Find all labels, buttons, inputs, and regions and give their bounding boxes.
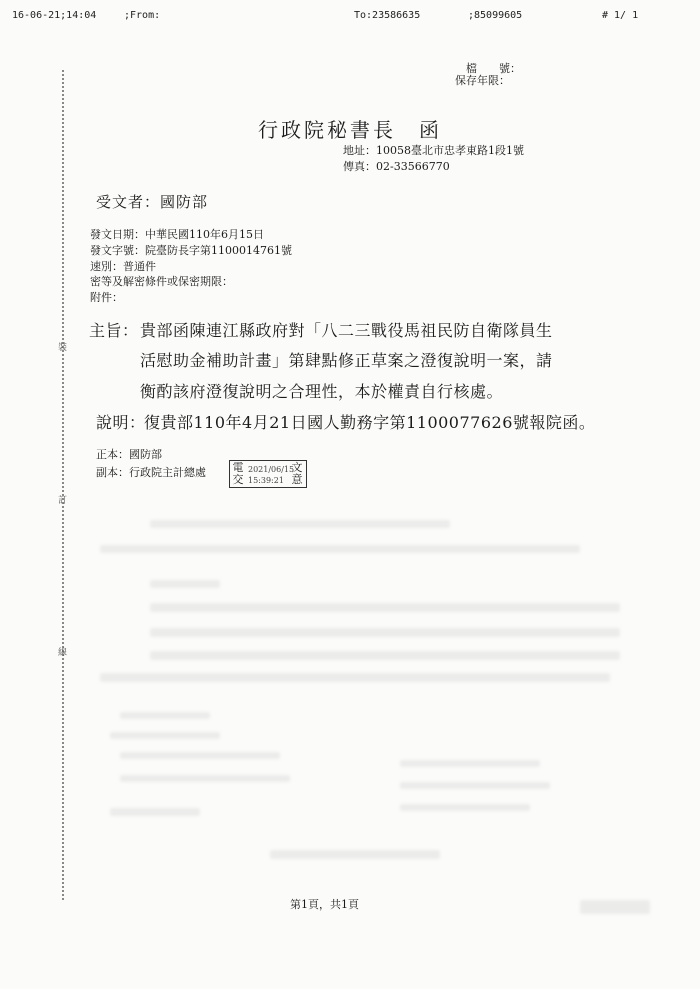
subject-line-3: 衡酌該府澄復說明之合理性，本於權責自行核處。 (140, 382, 504, 401)
attachment: 附件： (90, 291, 123, 304)
stamp-char-wen: 文 (291, 461, 303, 474)
sender-address: 地址：10058臺北市忠孝東路1段1號 (343, 144, 524, 157)
file-number-label: 檔 號： (466, 62, 521, 75)
stamp-number: 15:39:21 (248, 476, 284, 485)
subject-label: 主旨： (89, 321, 139, 340)
delivery-speed: 速別：普通件 (90, 260, 156, 273)
page-footer: 第1頁，共1頁 (290, 898, 359, 911)
fax-datetime: 16-06-21;14:04 (12, 10, 97, 21)
margin-label-1: 裝 (58, 343, 68, 353)
security-level: 密等及解密條件或保密期限： (90, 275, 233, 288)
stamp-char-yi: 意 (291, 473, 303, 486)
fax-page: # 1/ 1 (602, 10, 639, 21)
issue-date: 發文日期：中華民國110年6月15日 (90, 228, 264, 241)
margin-label-2: 訂 (58, 496, 68, 506)
margin-label-3: 線 (58, 648, 68, 658)
stamp-date: 2021/06/15 (248, 465, 295, 474)
document-number: 發文字號：院臺防長字第1100014761號 (90, 244, 292, 257)
explanation-label: 說明： (96, 413, 146, 432)
explanation-text: 復貴部110年4月21日國人勤務字第1100077626號報院函。 (144, 413, 596, 432)
receipt-stamp (229, 460, 307, 488)
subject-line-1: 貴部函陳連江縣政府對「八二三戰役馬祖民防自衛隊員生 (140, 321, 553, 340)
letter-title: 行政院秘書長 函 (258, 118, 442, 142)
fax-number: ;85099605 (468, 10, 523, 21)
main-copy: 正本：國防部 (96, 448, 162, 461)
fax-from: ;From: (124, 10, 161, 21)
retention-label: 保存年限： (455, 74, 510, 87)
binding-line (62, 70, 64, 900)
recipient: 受文者：國防部 (96, 193, 209, 211)
fax-to: To:23586635 (354, 10, 421, 21)
sender-fax: 傳真：02-33566770 (343, 160, 450, 173)
carbon-copy: 副本：行政院主計總處 (96, 466, 206, 479)
stamp-char-jiao: 交 (232, 473, 244, 486)
subject-line-2: 活慰助金補助計畫」第肆點修正草案之澄復說明一案，請 (140, 351, 553, 370)
stamp-char-dian: 電 (232, 461, 244, 474)
